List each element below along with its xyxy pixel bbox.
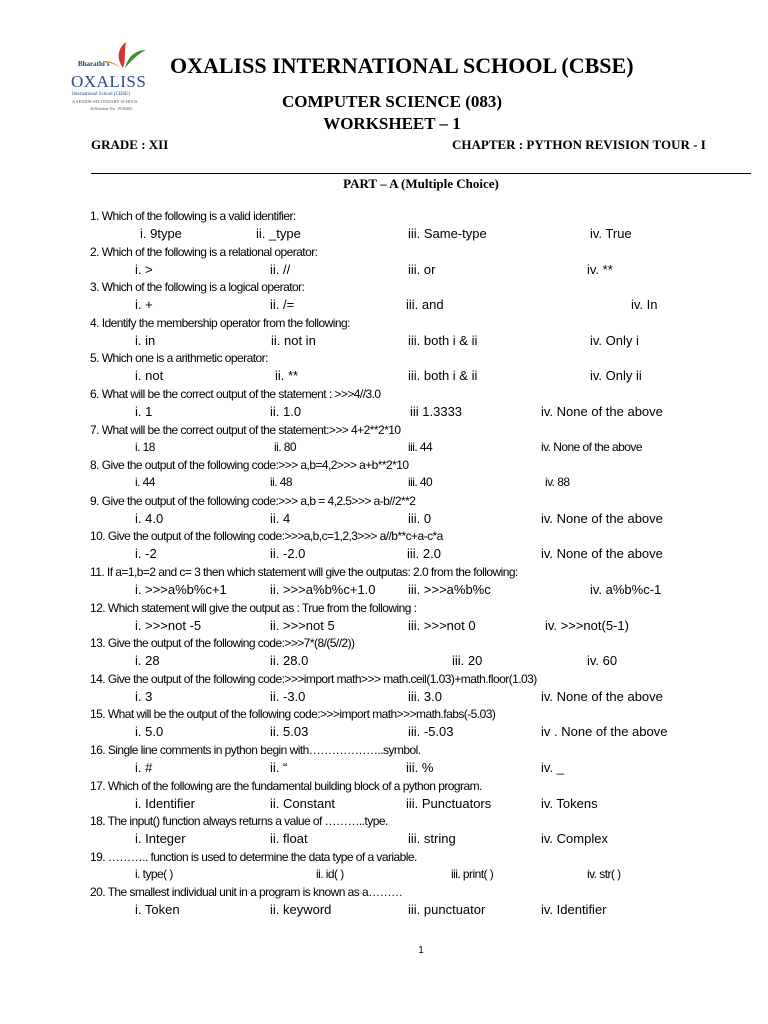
question-item [90,245,760,281]
option-i: i. 28 [135,653,160,669]
question-item [90,601,760,637]
option-iv: iv. 88 [545,475,570,490]
question-item [90,743,760,779]
header-divider [91,173,751,174]
question-item [90,565,760,601]
question-text: 17. Which of the following are the fundamental building block of a python program. [90,778,482,793]
option-ii: ii. 48 [270,475,293,490]
option-iii: iii. print( ) [451,866,494,881]
option-ii: ii. 1.0 [270,403,302,419]
question-item [90,280,760,316]
option-iii: iii. 3.0 [408,688,442,704]
option-iv: iv. Tokens [541,795,598,811]
question-item [90,707,760,743]
option-i: i. 3 [135,688,153,704]
option-i: i. 44 [135,475,155,490]
question-text: 20. The smallest individual unit in a program is known as a……… [90,885,403,900]
option-iii: iii. 0 [408,510,432,526]
option-iii: iii. both i & ii [408,368,478,384]
option-ii: ii. 5.03 [270,724,309,740]
option-iv: iv. >>>not(5-1) [545,617,629,633]
option-iv: iv. None of the above [541,510,663,526]
option-iii: iii 1.3333 [410,403,463,419]
option-iv: iv. None of the above [541,403,663,419]
question-text: 18. The input() function always returns a value of ………..type. [90,814,388,829]
option-iii: iii. >>>not 0 [408,617,476,633]
question-item [90,458,760,494]
option-i: i. 1 [135,403,153,419]
question-text: 12. Which statement will give the output as : True from the following : [90,600,417,615]
school-name: OXALISS INTERNATIONAL SCHOOL (CBSE) [170,53,634,78]
logo-subtagline: A SENIOR SECONDARY SCHOOL [72,99,139,104]
question-item [90,351,760,387]
option-iii: iii. Same-type [408,226,487,241]
chapter-label: CHAPTER : PYTHON REVISION TOUR - I [452,137,706,152]
option-ii: ii. 28.0 [270,653,309,669]
option-iii: iii. Punctuators [406,795,492,811]
subject-title: COMPUTER SCIENCE (083) [281,92,503,111]
option-i: i. Identifier [135,795,195,811]
option-iv: iv. Complex [541,831,608,847]
question-text: 4. Identify the membership operator from the following: [90,315,350,330]
option-ii: ii. float [270,831,308,847]
question-text: 2. Which of the following is a relational operator: [90,244,318,259]
option-ii: ii. >>>not 5 [270,617,335,633]
option-iii: iii. -5.03 [408,724,454,740]
option-iii: iii. 20 [452,653,483,669]
option-i: i. 4.0 [135,510,164,526]
option-ii: ii. id( ) [316,866,344,881]
option-ii: ii. keyword [270,902,332,918]
option-iii: iii. punctuator [408,902,486,918]
option-iv: iv. ** [587,261,613,277]
question-text: 16. Single line comments in python begin with………………..symbol. [90,742,421,757]
option-iii: iii. 2.0 [407,546,441,562]
option-iv: iv. a%b%c-1 [590,581,662,597]
worksheet-title: WORKSHEET – 1 [323,114,461,133]
logo-brand-name: OXALISS [71,72,147,91]
option-iii: iii. 40 [408,475,433,490]
question-item [90,316,760,352]
option-i: i. + [135,297,153,313]
question-item [90,850,760,886]
option-i: i. > [135,261,153,277]
option-iv: iv. _ [541,759,564,775]
logo-brand-small: Bharathi's [78,60,110,68]
question-text: 6. What will be the correct output of the statement : >>>4//3.0 [90,386,381,401]
grade-label: GRADE : XII [91,137,169,152]
question-item [90,494,760,530]
question-text: 1. Which of the following is a valid identifier: [90,209,296,223]
question-text: 9. Give the output of the following code:>>> a,b = 4,2.5>>> a-b//2**2 [90,493,416,508]
option-i: i. >>>not -5 [135,617,202,633]
option-iv: iv. str( ) [587,866,621,881]
option-i: i. 9type [140,226,182,241]
option-iii: iii. or [408,261,436,277]
option-ii: ii. _type [256,226,301,241]
option-ii: ii. not in [271,332,316,348]
question-text: 3. Which of the following is a logical operator: [90,280,305,295]
option-iv: iv. True [590,226,632,241]
option-ii: ii. >>>a%b%c+1.0 [270,581,376,597]
option-ii: ii. 80 [274,439,297,454]
option-iv: iv. None of the above [541,546,663,562]
option-iii: iii. % [406,759,434,775]
option-ii: ii. 4 [270,510,291,526]
option-iii: iii. string [408,831,456,847]
question-text: 10. Give the output of the following code:>>>a,b,c=1,2,3>>> a//b**c+a-c*a [90,529,443,544]
option-iv: iv. None of the above [541,439,642,454]
option-iii: iii. >>>a%b%c [408,581,491,597]
question-item [90,885,760,921]
option-ii: ii. -2.0 [270,546,306,562]
option-iii: iii. and [406,297,444,313]
logo-affiliation: Affiliation No. 1930465 [90,106,133,111]
option-i: i. not [135,368,164,384]
question-text: 5. Which one is a arithmetic operator: [90,351,268,366]
option-ii: ii. -3.0 [270,688,306,704]
option-iv: iv. In [631,297,658,313]
page-number: 1 [418,945,424,956]
question-item [90,529,760,565]
option-i: i. type( ) [135,866,173,881]
option-iv: iv . None of the above [541,724,668,740]
question-text: 7. What will be the correct output of the statement:>>> 4+2**2*10 [90,422,401,437]
option-iv: iv. 60 [587,653,618,669]
question-text: 19. ……….. function is used to determine the data type of a variable. [90,849,417,864]
option-i: i. 5.0 [135,724,164,740]
question-text: 15. What will be the output of the following code:>>>import math>>>math.fabs(-5.03) [90,707,496,722]
question-item [90,636,760,672]
question-item [90,209,760,245]
question-item [90,672,760,708]
option-iv: iv. Only ii [590,368,642,384]
option-ii: ii. /= [270,297,295,313]
option-i: i. >>>a%b%c+1 [135,581,227,597]
question-item [90,779,760,815]
question-text: 14. Give the output of the following code:>>>import math>>> math.ceil(1.03)+math.floor(1.03) [90,671,537,686]
option-iv: iv. None of the above [541,688,663,704]
question-item [90,814,760,850]
option-i: i. in [135,332,156,348]
option-iii: iii. both i & ii [408,332,478,348]
option-ii: ii. “ [270,759,288,775]
question-item [90,387,760,423]
option-i: i. Integer [135,831,186,847]
option-ii: ii. Constant [270,795,336,811]
logo-tagline: International School (CBSE) [72,92,130,97]
option-i: i. # [135,759,153,775]
option-iii: iii. 44 [408,439,433,454]
option-i: i. -2 [135,546,157,562]
question-text: 8. Give the output of the following code:>>> a,b=4,2>>> a+b**2*10 [90,458,409,473]
part-title: PART – A (Multiple Choice) [343,176,499,191]
option-i: i. Token [135,902,180,918]
question-text: 13. Give the output of the following code:>>>7*(8/(5//2)) [90,636,355,651]
option-ii: ii. // [270,261,291,277]
question-item [90,423,760,459]
option-i: i. 18 [135,439,155,454]
option-ii: ii. ** [275,368,299,384]
question-list [90,209,760,921]
question-text: 11. If a=1,b=2 and c= 3 then which statement will give the outputas: 2.0 from the following: [90,564,518,579]
option-iv: iv. Only i [590,332,639,348]
option-iv: iv. Identifier [541,902,607,918]
